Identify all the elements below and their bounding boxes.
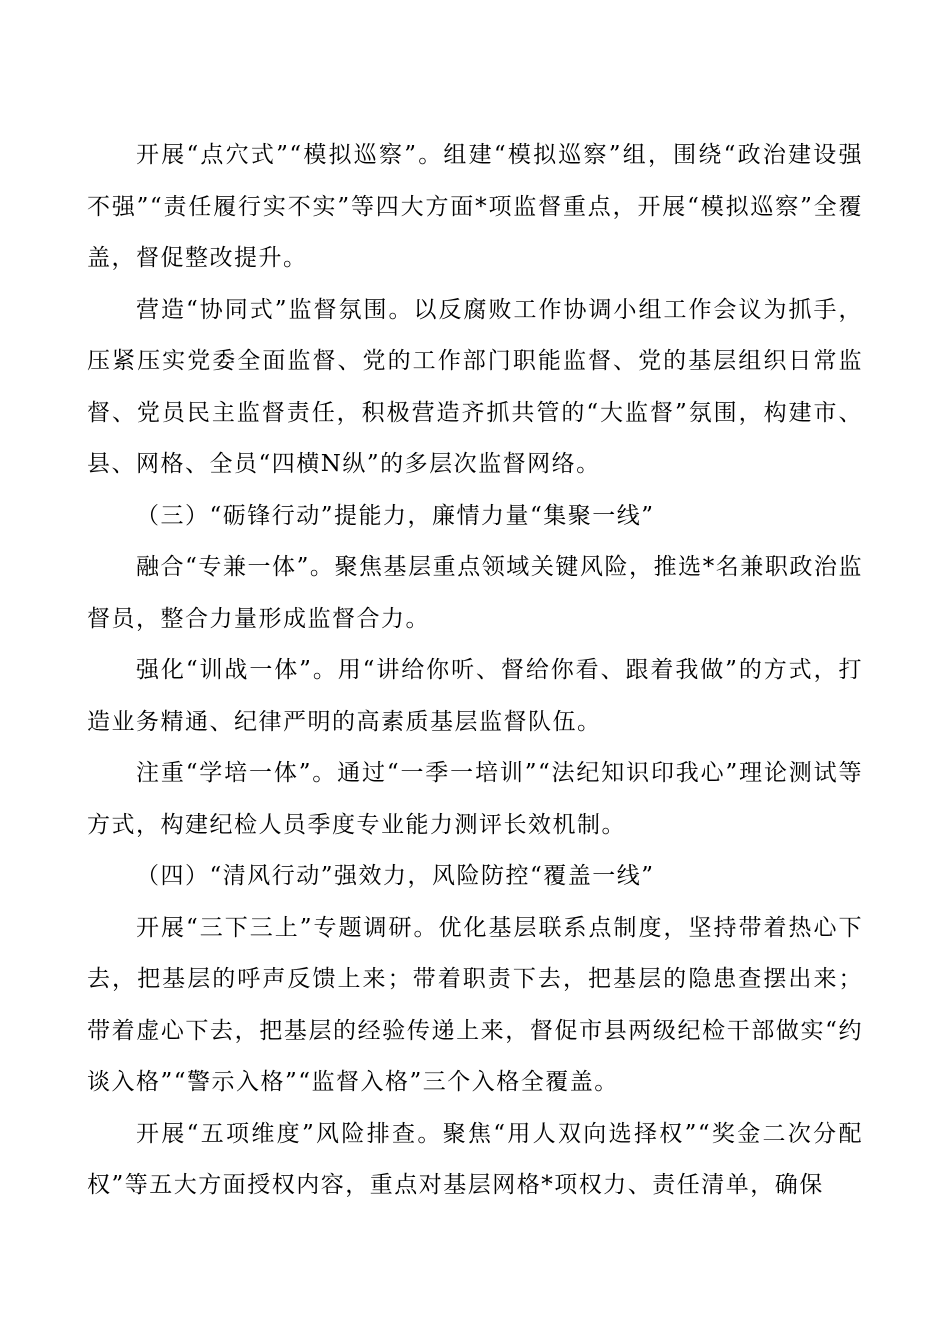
paragraph-collaborative-supervision: 营造“协同式”监督氛围。以反腐败工作协调小组工作会议为抓手，压紧压实党委全面监督、党的工作部门职能监督、党的基层组织日常监督、党员民主监督责任，积极营造齐抓共管的“大监督”氛围，构建市、县、网格、全员“四横N纵”的多层次监督网络。 xyxy=(87,296,863,477)
paragraph-training: 强化“训战一体”。用“讲给你听、督给你看、跟着我做”的方式，打造业务精通、纪律严明的高素质基层监督队伍。 xyxy=(87,657,863,735)
section-heading-3: （三）“砺锋行动”提能力，廉情力量“集聚一线” xyxy=(136,502,655,529)
paragraph-risk-check: 开展“五项维度”风险排查。聚焦“用人双向选择权”“奖金二次分配权”等五大方面授权内容，重点对基层网格*项权力、责任清单，确保 xyxy=(87,1120,863,1198)
document-body xyxy=(87,130,863,1212)
paragraph-research: 开展“三下三上”专题调研。优化基层联系点制度，坚持带着热心下去，把基层的呼声反馈上来；带着职责下去，把基层的隐患查摆出来；带着虚心下去，把基层的经验传递上来，督促市县两级纪检干部做实“约谈入格”“警示入格”“监督入格”三个入格全覆盖。 xyxy=(87,914,863,1095)
section-heading-4: （四）“清风行动”强效力，风险防控“覆盖一线” xyxy=(136,863,655,889)
paragraph-learning: 注重“学培一体”。通过“一季一培训”“法纪知识印我心”理论测试等方式，构建纪检人员季度专业能力测评长效机制。 xyxy=(87,760,863,838)
paragraph-simulated-inspection: 开展“点穴式”“模拟巡察”。组建“模拟巡察”组，围绕“政治建设强不强”“责任履行实不实”等四大方面*项监督重点，开展“模拟巡察”全覆盖，督促整改提升。 xyxy=(87,142,863,271)
paragraph-integration: 融合“专兼一体”。聚焦基层重点领域关键风险，推选*名兼职政治监督员，整合力量形成监督合力。 xyxy=(87,554,863,632)
